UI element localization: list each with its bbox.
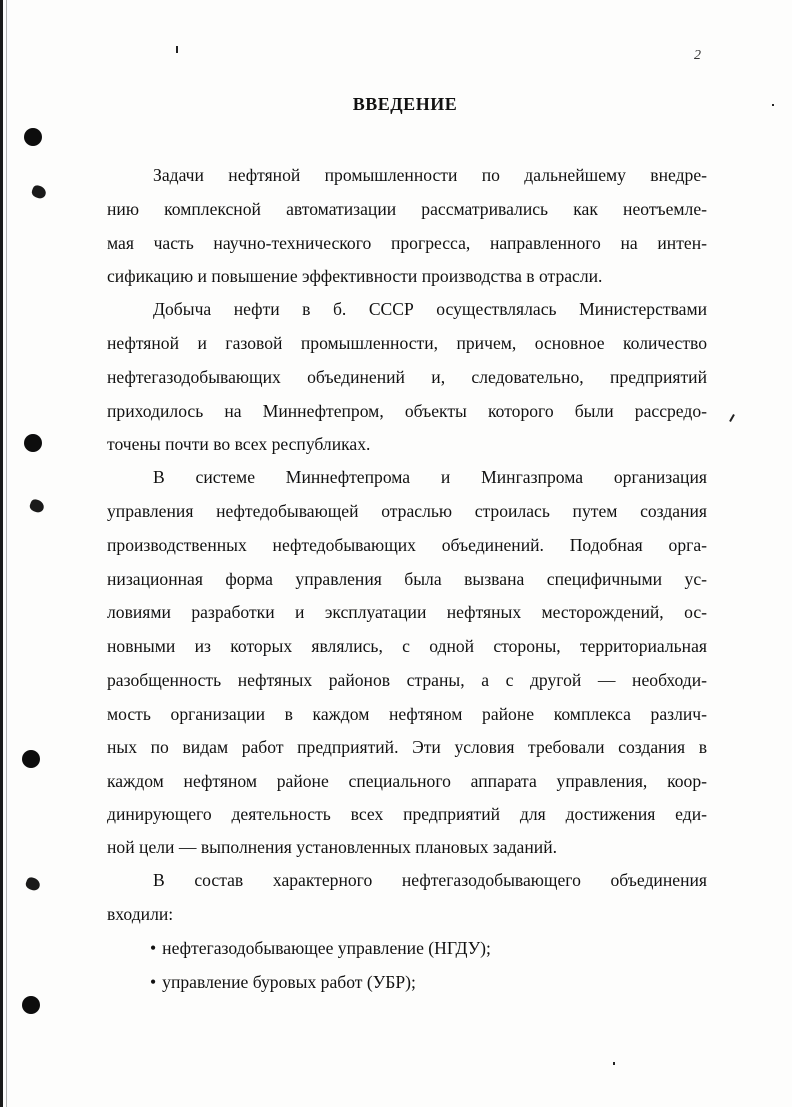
binding-edge-shadow	[0, 0, 3, 1107]
punch-hole	[22, 996, 40, 1014]
bullet-marker: •	[150, 938, 157, 958]
text-line: приходилось на Миннефтепром, объекты которого были рассредо-	[107, 401, 707, 421]
list-item	[150, 937, 491, 959]
bullet-marker: •	[150, 972, 157, 992]
list-item-text: нефтегазодобывающее управление (НГДУ);	[162, 938, 491, 958]
text-line: разобщенность нефтяных районов страны, а с другой — необходи-	[107, 670, 707, 690]
punch-hole	[22, 750, 40, 768]
text-line: мость организации в каждом нефтяном районе комплекса различ-	[107, 704, 707, 724]
list-item-text: управление буровых работ (УБР);	[162, 972, 416, 992]
text-line: нию комплексной автоматизации рассматривались как неотъемле-	[107, 199, 707, 219]
text-line: производственных нефтедобывающих объединений. Подобная орга-	[107, 535, 707, 555]
ink-blot	[28, 498, 45, 514]
scan-speck	[729, 414, 735, 422]
scan-speck	[613, 1062, 615, 1065]
text-line: низационная форма управления была вызвана специфичными ус-	[107, 569, 707, 589]
text-line: мая часть научно-технического прогресса, направленного на интен-	[107, 233, 707, 253]
text-line: управления нефтедобывающей отраслью строилась путем создания	[107, 501, 707, 521]
text-line: ловиями разработки и эксплуатации нефтяных месторождений, ос-	[107, 602, 707, 622]
text-line: каждом нефтяном районе специального аппарата управления, коор-	[107, 771, 707, 791]
text-line: динирующего деятельность всех предприятий для достижения еди-	[107, 804, 707, 824]
ink-blot	[30, 184, 47, 200]
text-line: новными из которых являлись, с одной стороны, территориальная	[107, 636, 707, 656]
text-line: сификацию и повышение эффективности производства в отрасли.	[107, 266, 603, 286]
list-item	[150, 971, 416, 993]
text-line: В состав характерного нефтегазодобывающего объединения	[153, 870, 707, 890]
page-number: 2	[694, 48, 701, 63]
ink-blot	[24, 876, 41, 892]
text-line: точены почти во всех республиках.	[107, 434, 371, 454]
text-line: нефтяной и газовой промышленности, причем, основное количество	[107, 333, 707, 353]
section-heading: ВВЕДЕНИЕ	[352, 94, 458, 114]
scan-speck	[176, 46, 178, 53]
binding-edge-line	[6, 0, 7, 1107]
punch-hole	[24, 434, 42, 452]
text-line: нефтегазодобывающих объединений и, следовательно, предприятий	[107, 367, 707, 387]
text-line: В системе Миннефтепрома и Мингазпрома организация	[153, 467, 707, 487]
text-line: Добыча нефти в б. СССР осуществлялась Министерствами	[153, 299, 707, 319]
text-line: ной цели — выполнения установленных плановых заданий.	[107, 837, 558, 857]
text-line: ных по видам работ предприятий. Эти условия требовали создания в	[107, 737, 707, 757]
punch-hole	[24, 128, 42, 146]
text-line: Задачи нефтяной промышленности по дальнейшему внедре-	[153, 165, 707, 185]
text-line: входили:	[107, 904, 174, 924]
